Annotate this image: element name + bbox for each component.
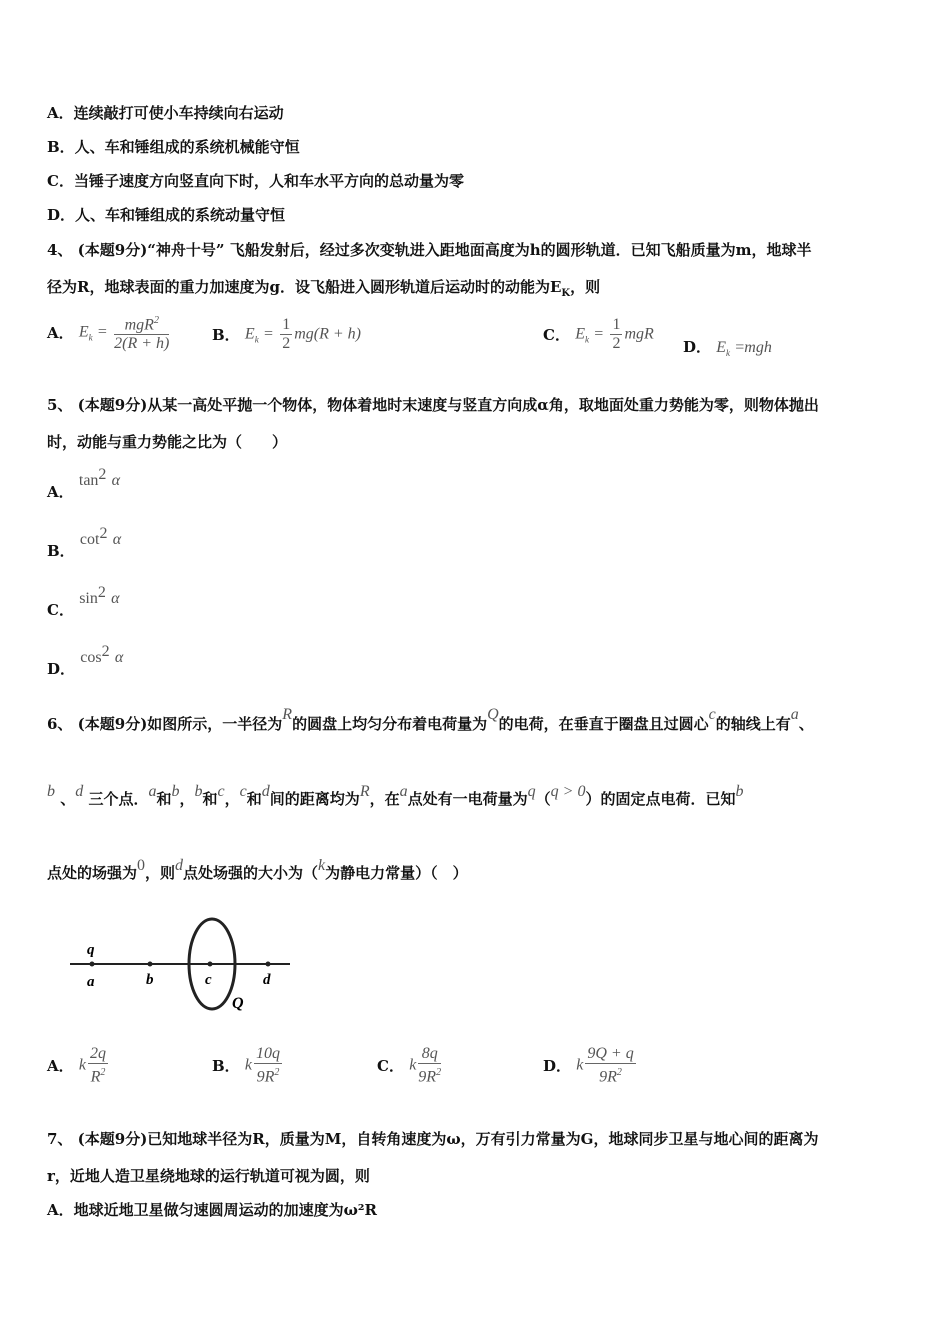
label-d: d bbox=[263, 972, 271, 988]
point-c-dot bbox=[208, 962, 213, 967]
point-a-dot bbox=[90, 962, 95, 967]
point-b-dot bbox=[148, 962, 153, 967]
q3-option-d: D．人、车和锤组成的系统动量守恒 bbox=[47, 206, 286, 224]
q4-stem-line2: 径为R，地球表面的重力加速度为g．设飞船进入圆形轨道后运动时的动能为$E_K$，则 bbox=[47, 278, 601, 299]
label-a: a bbox=[87, 974, 95, 990]
q5-stem-line1: 5、 (本题9分)从某一高处平抛一个物体，物体着地时末速度与竖直方向成α角，取地面处重力势能为零，则物体抛出 bbox=[47, 396, 819, 414]
q6-stem-line3: 点处的场强为0，则d点处场强的大小为（k为静电力常量）（ ） bbox=[47, 857, 468, 882]
q6-option-d: D． k $\frac{9Q + q}{9R^2}$ bbox=[543, 1045, 634, 1086]
q4-option-a: A． $E_k$ = $\frac{mgR^2}{2(R + h)}$ bbox=[47, 312, 171, 353]
q6-stem-line1: 6、 (本题9分)如图所示，一半径为R的圆盘上均匀分布着电荷量为Q的电荷，在垂直于圈盘且过圆心c的轴线上有a、 bbox=[47, 706, 814, 733]
q4-stem-line1: 4、 (本题9分)“神舟十号” 飞船发射后，经过多次变轨进入距地面高度为h的圆形轨道．已知飞船质量为m，地球半 bbox=[47, 241, 812, 259]
q5-option-b: B． cot$^2$ α bbox=[47, 525, 122, 560]
q3-option-b: B．人、车和锤组成的系统机械能守恒 bbox=[47, 138, 300, 156]
q5-option-c: C． sin$^2$ α bbox=[47, 584, 120, 619]
q4-option-c: C． $E_k$ = $\frac{1}{2}$ mgR bbox=[543, 316, 654, 352]
q7-stem-line2: r，近地人造卫星绕地球的运行轨道可视为圆，则 bbox=[47, 1167, 370, 1185]
q6-stem-line2: b 、d 三个点．a和b，b和c，c和d间的距离均为R，在a点处有一电荷量为q（q > 0）的固定点电荷．已知b bbox=[47, 783, 744, 808]
q6-figure bbox=[60, 912, 300, 1032]
q7-option-a: A．地球近地卫星做匀速圆周运动的加速度为ω²R bbox=[47, 1201, 377, 1219]
q3-option-a: A．连续敲打可使小车持续向右运动 bbox=[47, 104, 284, 122]
q7-stem-line1: 7、 (本题9分)已知地球半径为R，质量为M，自转角速度为ω，万有引力常量为G，地球同步卫星与地心间的距离为 bbox=[47, 1130, 819, 1148]
q4-option-b: B． $E_k$ = $\frac{1}{2}$ mg(R + h) bbox=[212, 316, 361, 352]
q3-option-c: C．当锤子速度方向竖直向下时，人和车水平方向的总动量为零 bbox=[47, 172, 464, 190]
q5-option-a: A． tan$^2$ α bbox=[47, 466, 121, 501]
q6-option-a: A． k $\frac{2q}{R^2}$ bbox=[47, 1045, 106, 1086]
label-q: q bbox=[87, 942, 95, 958]
point-d-dot bbox=[266, 962, 271, 967]
q6-option-c: C． k $\frac{8q}{9R^2}$ bbox=[377, 1045, 442, 1086]
label-b: b bbox=[146, 972, 154, 988]
q5-stem-line2: 时，动能与重力势能之比为（ ） bbox=[47, 433, 288, 451]
label-c: c bbox=[205, 972, 212, 988]
q4-option-d: D． $E_k =mgh$ bbox=[683, 338, 772, 358]
q5-option-d: D． cos$^2$ α bbox=[47, 643, 124, 678]
label-Q: Q bbox=[232, 995, 244, 1012]
q6-option-b: B． k $\frac{10q}{9R^2}$ bbox=[212, 1045, 281, 1086]
